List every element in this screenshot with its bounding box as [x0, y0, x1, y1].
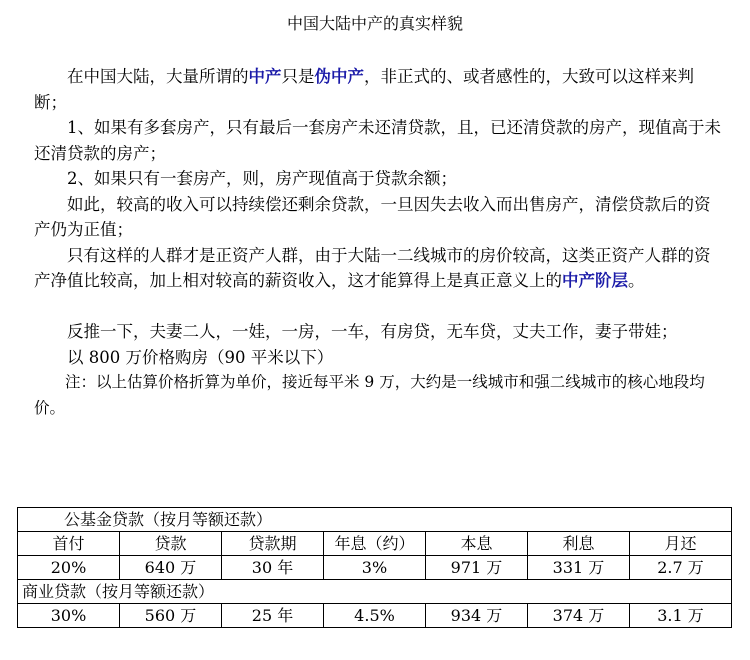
highlight-middle-stratum: 中产阶层 [562, 271, 628, 290]
header-interest: 利息 [528, 532, 630, 556]
highlight-pseudo-middle-class: 伪中产 [314, 67, 364, 86]
table-cell: 374 万 [528, 604, 630, 628]
header-down-payment: 首付 [18, 532, 120, 556]
paragraph-criterion-2: 2、如果只有一套房产，则，房产现值高于贷款余额； [67, 169, 457, 188]
paragraph-scenario: 反推一下，夫妻二人，一娃，一房，一车，有房贷，无车贷，丈夫工作，妻子带娃； [67, 322, 678, 341]
table-cell: 25 年 [222, 604, 324, 628]
intro-text-end: ，非正式的、或者感性的，大致可以这样来判断； [34, 67, 694, 112]
table-row [18, 604, 732, 628]
table-section-row [18, 580, 732, 604]
paragraph-intro [34, 64, 722, 115]
intro-text-start: 在中国大陆，大量所谓的 [67, 67, 249, 86]
table-cell: 934 万 [426, 604, 528, 628]
paragraph-note: 注：以上估算价格折算为单价，接近每平米 9 万，大约是一线城市和强二线城市的核心地段均价。 [34, 373, 705, 417]
paragraph-criterion-1: 1、如果有多套房产，只有最后一套房产未还清贷款，且，已还清贷款的房产，现值高于未还清贷款的房产； [34, 118, 721, 163]
table-cell: 30 年 [222, 556, 324, 580]
paragraph-purchase: 以 800 万价格购房（90 平米以下） [67, 347, 334, 367]
conclusion-text: 只有这样的人群才是正资产人群，由于大陆一二线城市的房价较高，这类正资产人群的资产净值比较高，加上相对较高的薪资收入，这才能算得上是真正意义上的 [34, 245, 711, 290]
table-cell: 560 万 [120, 604, 222, 628]
table-cell: 331 万 [528, 556, 630, 580]
table-header-row [18, 532, 732, 556]
paragraph-consequence: 如此，较高的收入可以持续偿还剩余贷款，一旦因失去收入而出售房产，清偿贷款后的资产仍为正值； [34, 194, 711, 239]
header-loan-amount: 贷款 [120, 532, 222, 556]
table-cell: 30% [18, 604, 120, 628]
header-principal-interest: 本息 [426, 532, 528, 556]
loan-table [17, 507, 732, 628]
intro-text-mid: 只是 [281, 67, 315, 86]
table-cell: 971 万 [426, 556, 528, 580]
table-section-row [18, 508, 732, 532]
table-cell: 640 万 [120, 556, 222, 580]
table-cell: 20% [18, 556, 120, 580]
header-monthly-payment: 月还 [630, 532, 732, 556]
table-cell: 3% [324, 556, 426, 580]
table-cell: 4.5% [324, 604, 426, 628]
section-commercial-loan: 商业贷款（按月等额还款） [18, 580, 732, 604]
section-provident-fund-loan: 公基金贷款（按月等额还款） [18, 508, 732, 532]
header-loan-term: 贷款期 [222, 532, 324, 556]
paragraph-conclusion [34, 243, 722, 294]
header-annual-interest: 年息（约） [324, 532, 426, 556]
highlight-middle-class: 中产 [248, 67, 282, 86]
page-title: 中国大陆中产的真实样貌 [286, 14, 463, 33]
conclusion-end: 。 [628, 271, 645, 290]
paragraph-spacer [34, 294, 722, 320]
table-cell: 3.1 万 [630, 604, 732, 628]
article-body [34, 64, 722, 421]
table-cell: 2.7 万 [630, 556, 732, 580]
table-row [18, 556, 732, 580]
